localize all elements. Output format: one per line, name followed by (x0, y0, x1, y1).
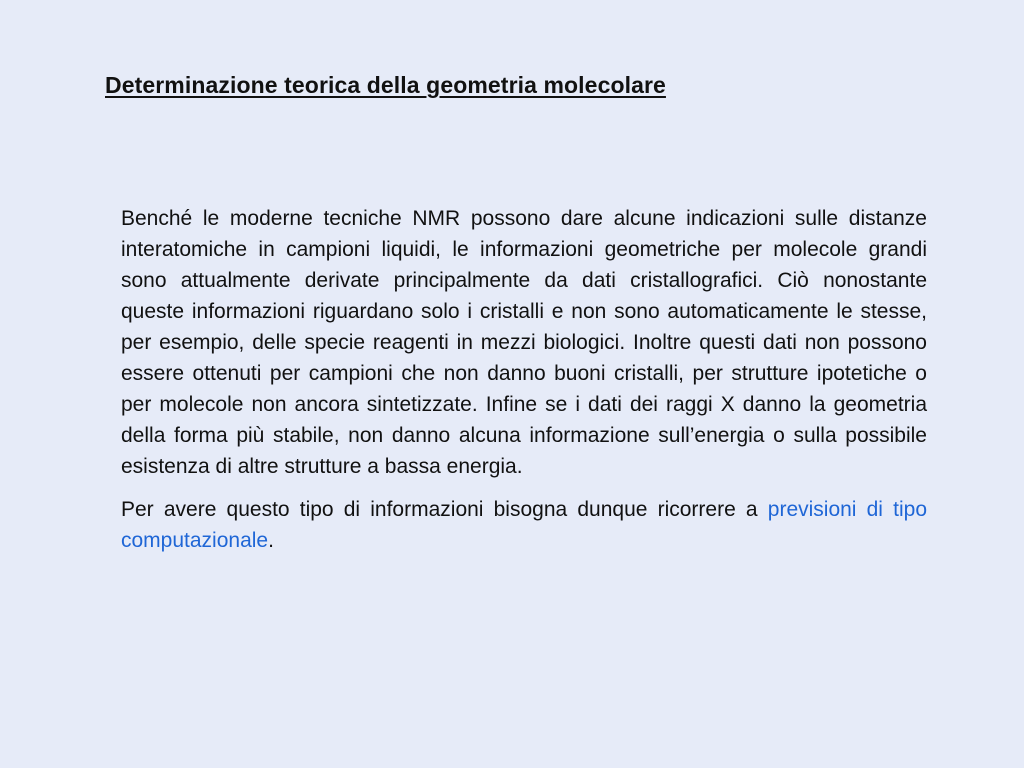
slide-body (121, 203, 927, 556)
slide-title: Determinazione teorica della geometria molecolare (105, 72, 666, 98)
paragraph-1: Benché le moderne tecniche NMR possono dare alcune indicazioni sulle distanze interatomiche in campioni liquidi, le informazioni geometriche per molecole grandi sono attualmente derivate principalmente da dati cristallografici. Ciò nonostante queste informazioni riguardano solo i cristalli e non sono automaticamente le stesse, per esempio, delle specie reagenti in mezzi biologici. Inoltre questi dati non possono essere ottenuti per campioni che non danno buoni cristalli, per strutture ipotetiche o per molecole non ancora sintetizzate. Infine se i dati dei raggi X danno la geometria della forma più stabile, non danno alcuna informazione sull’energia o sulla possibile esistenza di altre strutture a bassa energia. (121, 207, 927, 478)
paragraph-2-suffix: . (268, 529, 274, 552)
paragraph-2 (121, 494, 927, 556)
paragraph-2-prefix: Per avere questo tipo di informazioni bisogna dunque ricorrere a (121, 498, 768, 521)
highlighted-phrase: previsioni di tipo computazionale (121, 498, 927, 552)
